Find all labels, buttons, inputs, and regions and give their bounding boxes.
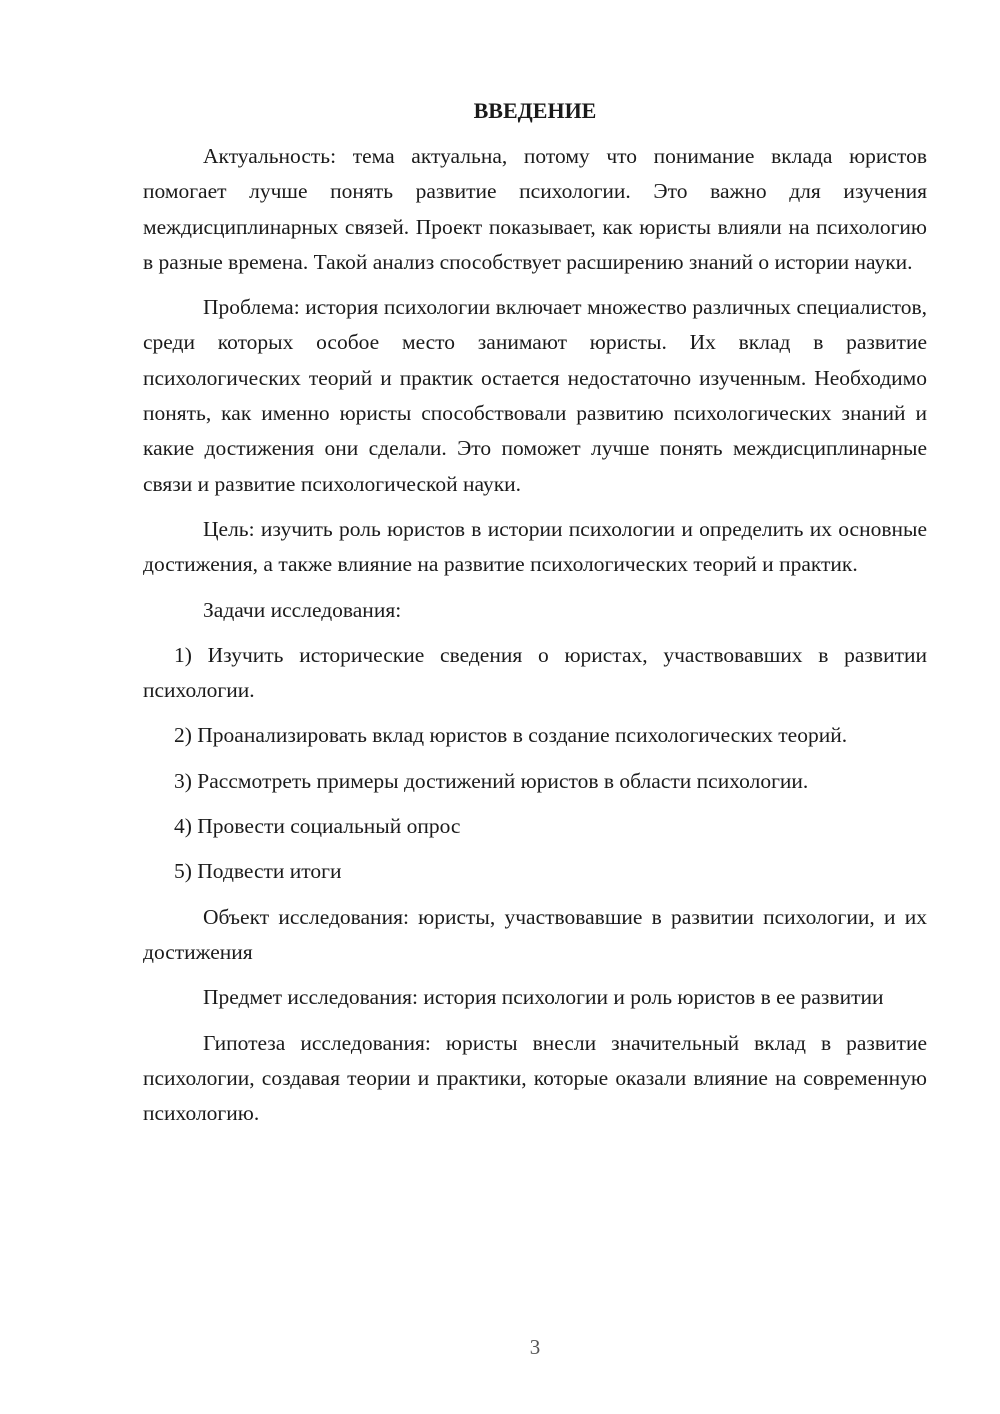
hypothesis-paragraph: Гипотеза исследования: юристы внесли значительный вклад в развитие психологии, создавая теории и практики, которые оказали влияние на современную психологию. (143, 1030, 927, 1126)
task-item: 4) Провести социальный опрос (174, 814, 461, 839)
task-item: 3) Рассмотреть примеры достижений юристов в области психологии. (174, 768, 809, 793)
problem-paragraph: Проблема: история психологии включает множество различных специалистов, среди которых особое место занимают юристы. Их вклад в развитие психологических теорий и практик остается недостаточно изученным. Необходимо понять, как именно юристы способствовали развитию психологических знаний и какие достижения они сделали. Это поможет лучше понять междисциплинарные связи и развитие психологической науки. (143, 295, 927, 496)
page-content (143, 95, 927, 1141)
relevance-paragraph: Актуальность: тема актуальна, потому что понимание вклада юристов помогает лучше понять развитие психологии. Это важно для изучения междисциплинарных связей. Проект показывает, как юристы влияли на психологию в разные времена. Такой анализ способствует расширению знаний о истории науки. (143, 144, 927, 274)
object-paragraph: Объект исследования: юристы, участвовавшие в развитии психологии, и их достижения (143, 904, 927, 964)
task-item: 2) Проанализировать вклад юристов в создание психологических теорий. (174, 723, 848, 748)
section-title: ВВЕДЕНИЕ (473, 98, 597, 123)
task-item: 5) Подвести итоги (174, 859, 342, 884)
subject-paragraph: Предмет исследования: история психологии и роль юристов в ее развитии (203, 985, 884, 1010)
page-number: 3 (529, 1335, 541, 1359)
goal-paragraph: Цель: изучить роль юристов в истории психологии и определить их основные достижения, а также влияние на развитие психологических теорий и практик. (143, 516, 927, 577)
tasks-heading: Задачи исследования: (203, 597, 402, 622)
task-item: 1) Изучить исторические сведения о юристах, участвовавших в развитии психологии. (143, 642, 927, 703)
